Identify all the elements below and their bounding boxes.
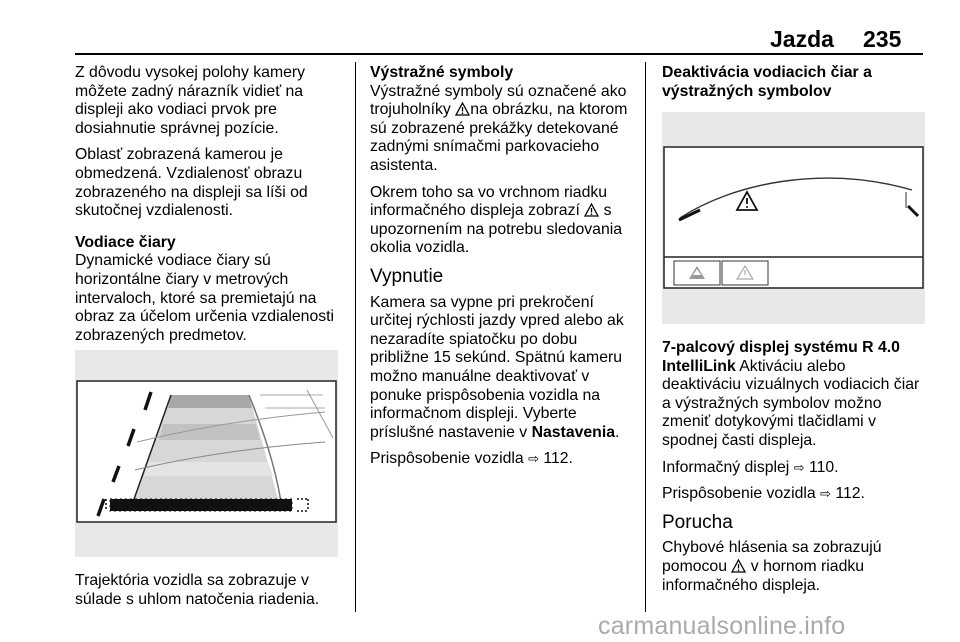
subheading-warning-symbols: Výstražné symboly [370, 64, 514, 81]
figure-caption [662, 339, 927, 451]
text: Prispôsobenie vozidla [662, 485, 816, 503]
running-header-title: Jazda [770, 26, 834, 52]
bumper-line [110, 499, 292, 511]
guide-band-far [168, 395, 252, 408]
cross-reference [370, 450, 638, 469]
page-number: 235 [863, 26, 902, 52]
caption-text: Aktiváciu alebo deaktiváciu vizuálnych vodiacich čiar a výstražných symbolov možno zmeniť dotykovými tlačidlami v spodnej časti displeja. [662, 357, 920, 449]
cross-reference [662, 459, 927, 478]
warning-triangle-icon [746, 206, 748, 208]
text: . [615, 423, 620, 441]
paragraph: Z dôvodu vysokej polohy kamery môžete zadný nárazník vidieť na displeji ako vodiaci prvok pre dosiahnutie správnej pozície. [75, 64, 306, 137]
figure-caption [75, 572, 350, 617]
arrow-icon: ⇨ [793, 459, 805, 475]
paragraph [370, 83, 638, 176]
text: Prispôsobenie vozidla [370, 450, 524, 468]
menu-reference: Nastavenia [531, 423, 615, 441]
column-divider [355, 62, 356, 612]
text: Chybové hlásenia sa zobrazujú pomocou [662, 539, 882, 575]
paragraph [662, 539, 927, 595]
column-divider [645, 62, 646, 612]
cross-reference [662, 485, 927, 504]
page-reference: 110. [809, 458, 839, 476]
header-rule [75, 53, 923, 55]
paragraph [370, 184, 638, 258]
text: Okrem toho sa vo vrchnom riadku informačného displeja zobrazí [370, 183, 608, 220]
watermark: carmanualsonline.info [598, 612, 846, 640]
column-1 [75, 64, 350, 353]
column-3-lower [662, 339, 927, 603]
warning-triangle-icon [731, 559, 746, 573]
warning-triangle-icon [455, 102, 470, 116]
section-heading-porucha: Porucha [662, 511, 733, 533]
text: v hornom riadku informačného displeja. [662, 557, 865, 594]
warning-symbols-figure [662, 112, 925, 324]
column-3 [662, 64, 927, 101]
page-reference: 112. [835, 485, 865, 503]
section-heading-vypnutie: Vypnutie [370, 265, 444, 287]
text: Kamera sa vypne pri prekročení určitej rýchlosti jazdy vpred alebo ak nezaradíte spiatočku po dobu približne 15 sekúnd. Spätnú kameru možno manuálne deaktivovať v ponuke prispôsobenia vozidla na informačnom displeji. Vyberte príslušné nastavenie v [370, 293, 624, 441]
text: na obrázku, na ktorom sú zobrazené prekážky detekované zadnými snímačmi parkovacieho asistenta. [370, 101, 628, 174]
arrow-icon: ⇨ [528, 451, 539, 467]
page-reference: 112. [543, 450, 573, 468]
subheading-deactivation: Deaktivácia vodiacich čiar a výstražných symbolov [662, 64, 872, 100]
paragraph [370, 294, 638, 443]
caption-text: Trajektória vozidla sa zobrazuje v súlade s uhlom natočenia riadenia. [75, 572, 320, 608]
paragraph: Dynamické vodiace čiary sú horizontálne čiary v metrových intervaloch, ktoré sa premietajú na obraz za účelom určenia vzdialenosti zobrazených predmetov. [75, 252, 335, 344]
camera-guide-lines-figure [75, 350, 338, 557]
text: Informačný displej [662, 458, 790, 476]
column-2 [370, 64, 638, 477]
text: s upozornením na potrebu sledovania okolia vozidla. [370, 202, 623, 257]
paragraph: Oblasť zobrazená kamerou je obmedzená. Vzdialenosť obrazu zobrazeného na displeji sa líši od skutočnej vzdialenosti. [75, 146, 308, 220]
guide-band-mid [159, 424, 260, 440]
caption-bold: 7-palcový displej systému R 4.0 IntelliLink [662, 339, 900, 375]
warning-triangle-icon [584, 203, 599, 217]
subheading-guide-lines: Vodiace čiary [75, 233, 176, 251]
arrow-icon: ⇨ [820, 486, 831, 502]
text: Výstražné symboly sú označené ako trojuholníky [370, 82, 627, 119]
